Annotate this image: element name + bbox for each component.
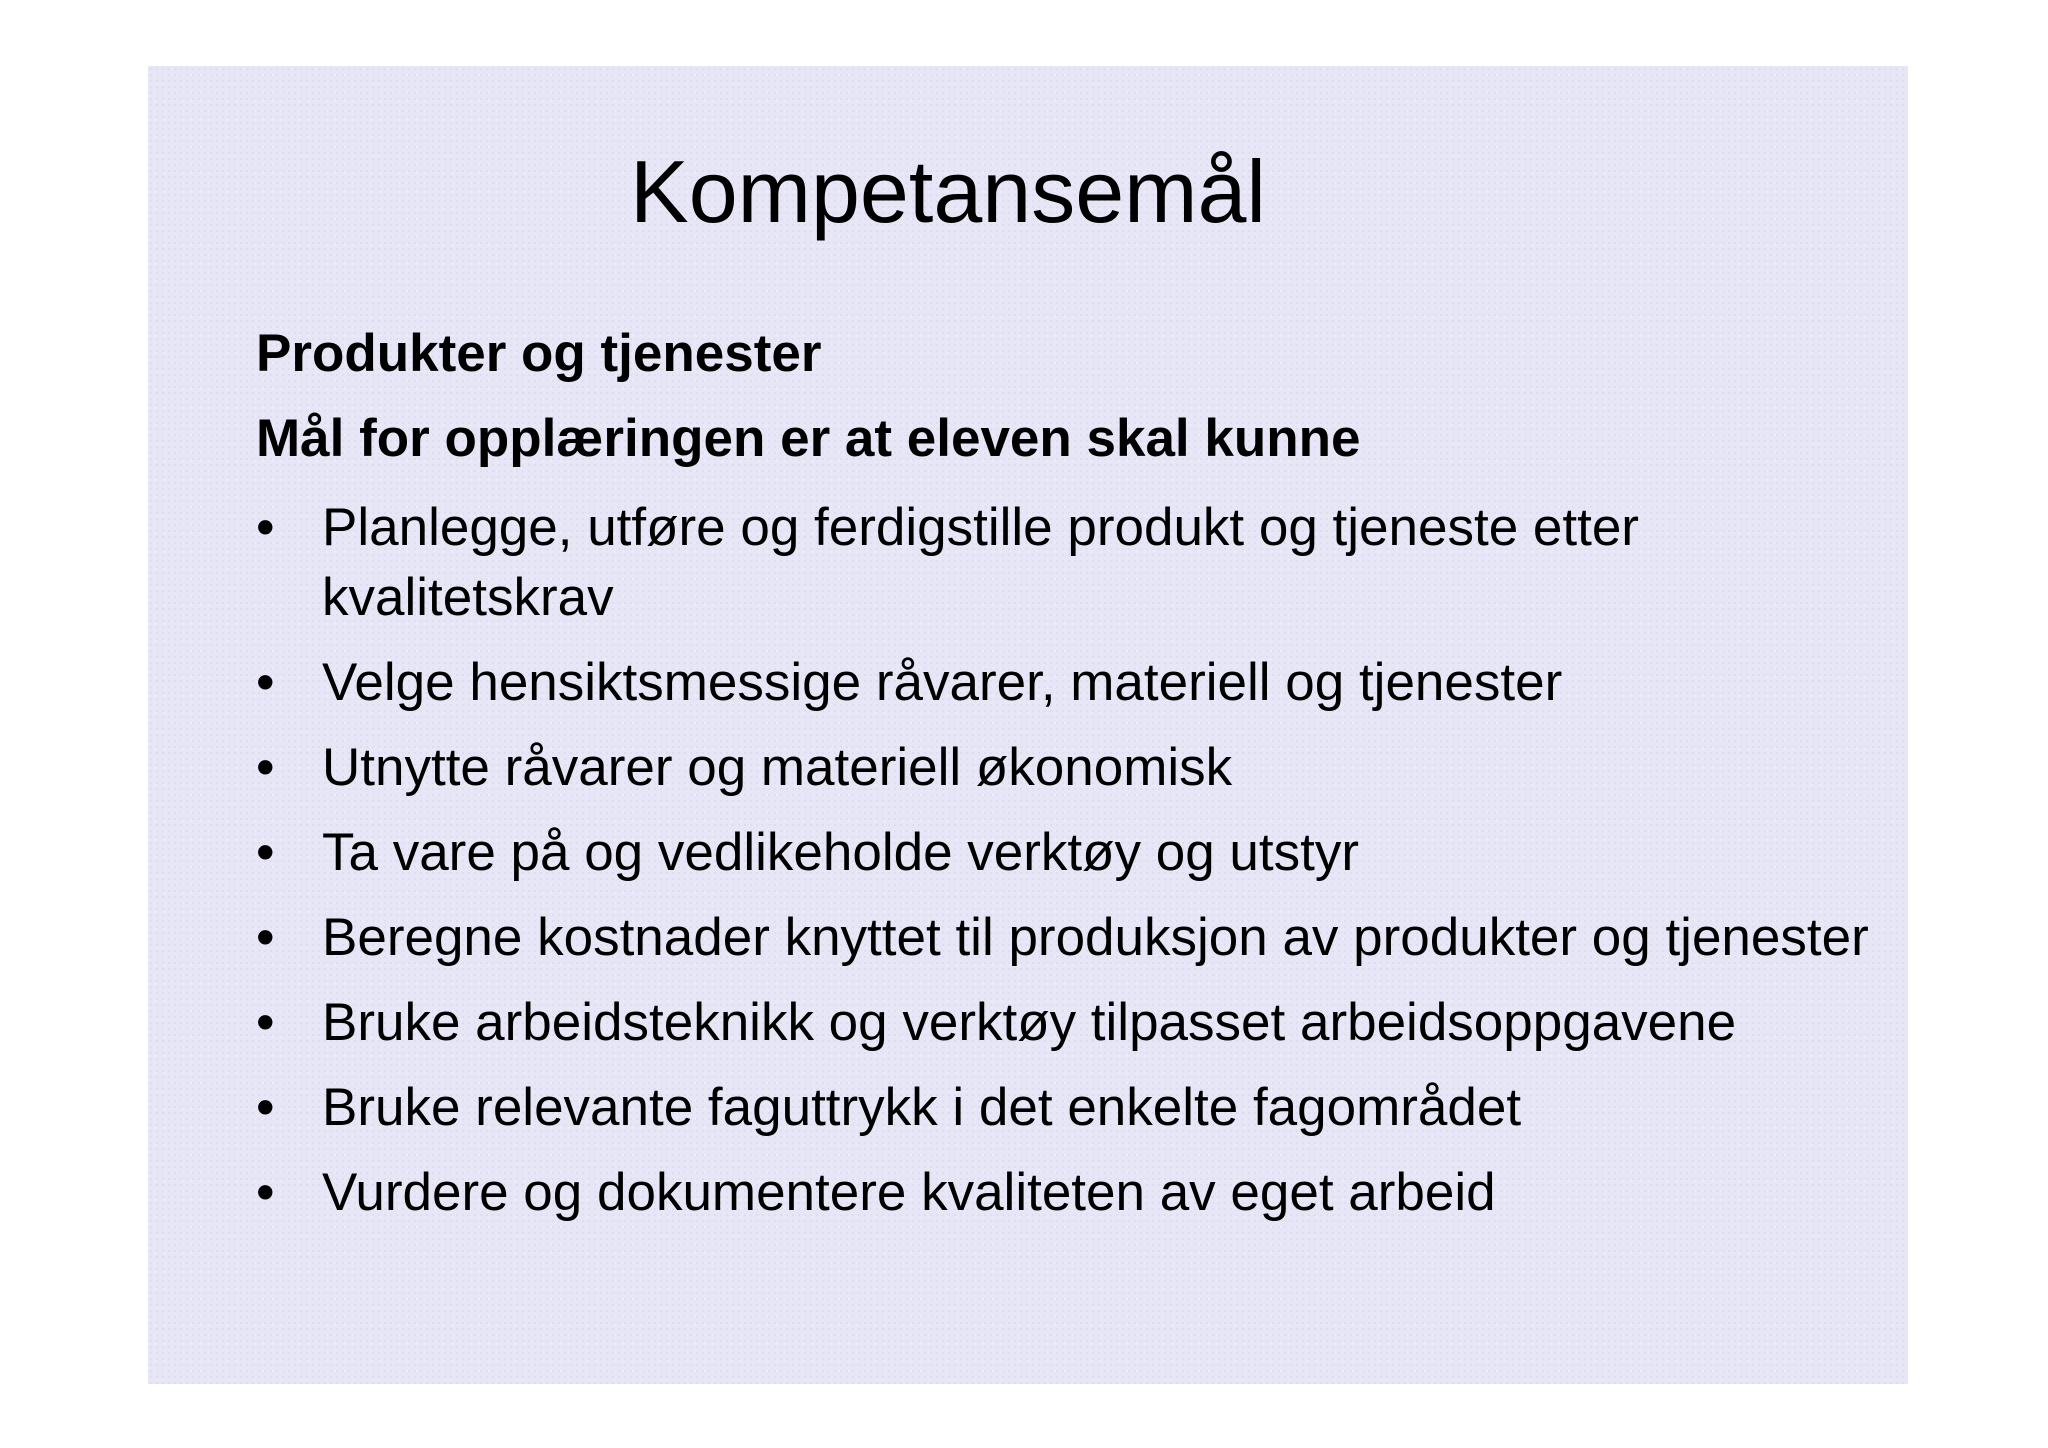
subheading-learning-goal: Mål for opplæringen er at eleven skal kunne xyxy=(256,409,1361,468)
bullet-icon: • xyxy=(256,908,275,967)
bullet-icon: • xyxy=(256,823,275,882)
list-item xyxy=(256,493,1896,633)
list-item-text: Beregne kostnader knyttet til produksjon av produkter og tjenester xyxy=(322,908,1869,967)
list-item xyxy=(256,988,1896,1058)
slide-title: Kompetansemål xyxy=(630,142,1266,241)
bullet-icon: • xyxy=(256,1078,275,1137)
list-item xyxy=(256,1073,1896,1143)
competence-goal-list xyxy=(256,493,1896,1243)
list-item xyxy=(256,818,1896,888)
bullet-icon: • xyxy=(256,653,275,712)
list-item xyxy=(256,648,1896,718)
bullet-icon: • xyxy=(256,993,275,1052)
list-item-text: Utnytte råvarer og materiell økonomisk xyxy=(322,738,1233,797)
list-item xyxy=(256,733,1896,803)
bullet-icon: • xyxy=(256,498,275,557)
list-item-text: Bruke arbeidsteknikk og verktøy tilpasset arbeidsoppgavene xyxy=(322,993,1737,1052)
subheading-products-services: Produkter og tjenester xyxy=(256,324,822,383)
bullet-icon: • xyxy=(256,1163,275,1222)
bullet-icon: • xyxy=(256,738,275,797)
list-item xyxy=(256,903,1896,973)
list-item xyxy=(256,1158,1896,1228)
slide xyxy=(148,66,1908,1384)
list-item-text: Bruke relevante faguttrykk i det enkelte fagområdet xyxy=(322,1078,1522,1137)
list-item-text: Velge hensiktsmessige råvarer, materiell og tjenester xyxy=(322,653,1563,712)
list-item-text: Planlegge, utføre og ferdigstille produkt og tjeneste etter kvalitetskrav xyxy=(322,498,1639,627)
list-item-text: Vurdere og dokumentere kvaliteten av eget arbeid xyxy=(322,1163,1496,1222)
list-item-text: Ta vare på og vedlikeholde verktøy og utstyr xyxy=(322,823,1359,882)
